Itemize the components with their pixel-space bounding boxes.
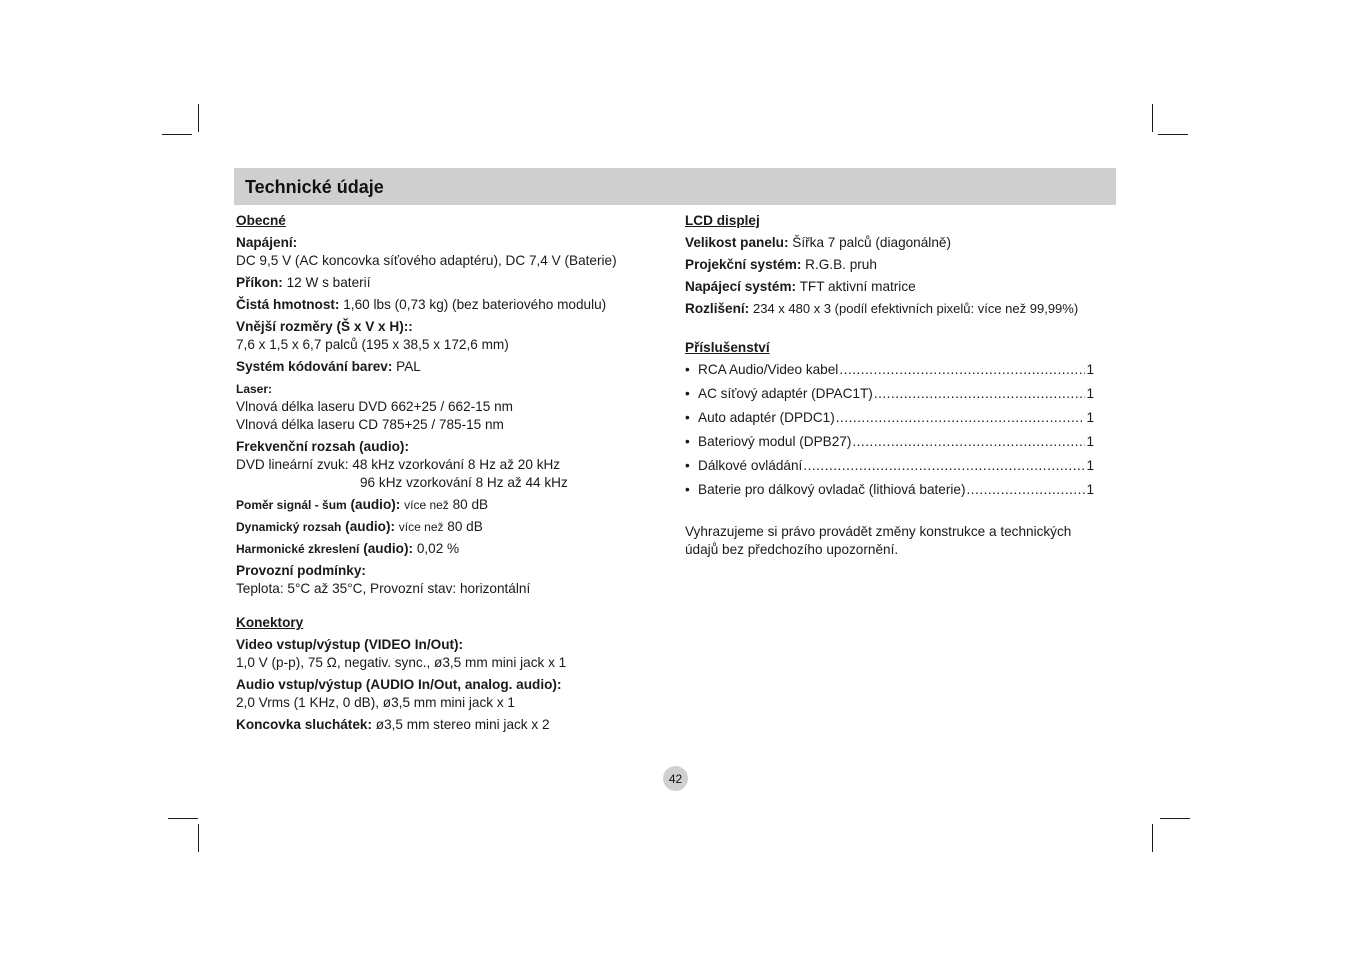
spec-label: Audio vstup/výstup (AUDIO In/Out, analog. audio): <box>236 677 562 692</box>
accessory-list <box>685 361 1117 499</box>
accessory-name: Auto adaptér (DPDC1) <box>698 410 835 425</box>
accessory-name: RCA Audio/Video kabel <box>698 362 839 377</box>
page-title: Technické údaje <box>245 177 384 197</box>
spec-label: Velikost panelu: <box>685 235 789 250</box>
spec-value-prefix: více než <box>398 520 444 534</box>
spec-label: Video vstup/výstup (VIDEO In/Out): <box>236 637 464 652</box>
spec-thd <box>236 540 676 558</box>
spec-value: 7,6 x 1,5 x 6,7 palců (195 x 38,5 x 172,6 mm) <box>236 337 509 352</box>
dot-leader <box>852 433 1085 451</box>
accessory-name: Bateriový modul (DPB27) <box>698 434 852 449</box>
spec-value: 96 kHz vzorkování 8 Hz až 44 kHz <box>360 475 568 490</box>
spec-power <box>236 234 676 270</box>
spec-value-prefix: více než <box>404 498 449 512</box>
list-item <box>685 361 1094 379</box>
bullet-icon: • <box>685 386 690 401</box>
spec-value: ø3,5 mm stereo mini jack x 2 <box>375 717 550 732</box>
section-heading-general: Obecné <box>236 213 286 228</box>
accessory-qty: 1 <box>1086 482 1094 497</box>
page-number: 42 <box>663 766 688 791</box>
spec-value: Šířka 7 palců (diagonálně) <box>792 235 951 250</box>
accessory-name: Baterie pro dálkový ovladač (lithiová baterie) <box>698 482 966 497</box>
list-item <box>685 433 1094 451</box>
dot-leader <box>874 385 1086 403</box>
accessory-qty: 1 <box>1086 458 1094 473</box>
spec-label: Koncovka sluchátek: <box>236 717 372 732</box>
spec-value: 234 x 480 x 3 (podíl efektivních pixelů: více než 99,99%) <box>752 301 1079 316</box>
spec-label-suffix: (audio): <box>363 541 414 556</box>
dot-leader <box>836 409 1086 427</box>
right-column <box>685 212 1117 559</box>
dot-leader <box>839 361 1085 379</box>
spec-label: Čistá hmotnost: <box>236 297 340 312</box>
spec-label: Vnější rozměry (Š x V x H):: <box>236 319 413 334</box>
spec-label: Provozní podmínky: <box>236 563 366 578</box>
spec-value: DVD lineární zvuk: 48 kHz vzorkování 8 Hz až 20 kHz <box>236 457 561 472</box>
bullet-icon: • <box>685 434 690 449</box>
crop-mark <box>1158 134 1188 135</box>
spec-panel <box>685 234 1117 252</box>
spec-operating <box>236 562 676 598</box>
spec-label: Dynamický rozsah <box>236 520 342 534</box>
spec-label: Harmonické zkreslení <box>236 542 360 556</box>
spec-value: PAL <box>396 359 421 374</box>
crop-mark <box>162 134 192 135</box>
spec-value: R.G.B. pruh <box>805 257 877 272</box>
spec-value: Vlnová délka laseru CD 785+25 / 785-15 nm <box>236 417 504 432</box>
spec-label: Napájení: <box>236 235 298 250</box>
crop-mark <box>1152 824 1153 852</box>
section-header-bar <box>234 168 1116 205</box>
spec-weight <box>236 296 676 314</box>
spec-label: Příkon: <box>236 275 283 290</box>
spec-label: Frekvenční rozsah (audio): <box>236 439 409 454</box>
section-heading-accessories: Příslušenství <box>685 340 770 355</box>
section-heading-connectors: Konektory <box>236 615 304 630</box>
bullet-icon: • <box>685 482 690 497</box>
spec-color-system <box>236 358 676 376</box>
spec-label-suffix: (audio): <box>350 497 401 512</box>
spec-snr <box>236 496 676 514</box>
accessory-qty: 1 <box>1086 362 1094 377</box>
bullet-icon: • <box>685 362 690 377</box>
spec-label: Systém kódování barev: <box>236 359 393 374</box>
spec-label: Poměr signál - šum <box>236 498 347 512</box>
bullet-icon: • <box>685 410 690 425</box>
spec-value: 0,02 % <box>416 541 460 556</box>
spec-label-suffix: (audio): <box>345 519 396 534</box>
spec-value: 1,60 lbs (0,73 kg) (bez bateriového modulu) <box>343 297 607 312</box>
left-column <box>236 212 676 738</box>
spec-resolution <box>685 300 1117 318</box>
spec-label: Projekční systém: <box>685 257 802 272</box>
list-item <box>685 409 1094 427</box>
spec-laser <box>236 380 676 434</box>
crop-mark <box>1160 818 1190 819</box>
dot-leader <box>966 481 1085 499</box>
crop-mark <box>1152 104 1153 132</box>
dot-leader <box>803 457 1085 475</box>
spec-value: Vlnová délka laseru DVD 662+25 / 662-15 nm <box>236 399 513 414</box>
spec-value: 12 W s baterií <box>286 275 371 290</box>
accessory-qty: 1 <box>1086 434 1094 449</box>
spec-dynamic-range <box>236 518 676 536</box>
list-item <box>685 457 1094 475</box>
spec-frequency <box>236 438 676 492</box>
spec-headphone <box>236 716 676 734</box>
spec-consumption <box>236 274 676 292</box>
spec-projection <box>685 256 1117 274</box>
crop-mark <box>198 104 199 132</box>
spec-value: DC 9,5 V (AC koncovka síťového adaptéru), DC 7,4 V (Baterie) <box>236 253 617 268</box>
crop-mark <box>168 818 198 819</box>
spec-label: Rozlišení: <box>685 301 750 316</box>
list-item <box>685 481 1094 499</box>
accessory-qty: 1 <box>1086 410 1094 425</box>
accessory-name: AC síťový adaptér (DPAC1T) <box>698 386 873 401</box>
spec-dimensions <box>236 318 676 354</box>
disclaimer-note: Vyhrazujeme si právo provádět změny konstrukce a technických údajů bez předchozího upozornění. <box>685 524 1072 557</box>
spec-label: Napájecí systém: <box>685 279 797 294</box>
crop-mark <box>198 824 199 852</box>
spec-value: 2,0 Vrms (1 KHz, 0 dB), ø3,5 mm mini jack x 1 <box>236 695 515 710</box>
spec-value: 1,0 V (p-p), 75 Ω, negativ. sync., ø3,5 mm mini jack x 1 <box>236 655 567 670</box>
spec-audio <box>236 676 676 712</box>
spec-value: TFT aktivní matrice <box>799 279 916 294</box>
spec-value: 80 dB <box>447 519 483 534</box>
list-item <box>685 385 1094 403</box>
spec-value: Teplota: 5°C až 35°C, Provozní stav: horizontální <box>236 581 531 596</box>
accessory-name: Dálkové ovládání <box>698 458 803 473</box>
spec-value: 80 dB <box>452 497 489 512</box>
spec-video <box>236 636 676 672</box>
spec-drive-system <box>685 278 1117 296</box>
spec-label: Laser: <box>236 382 273 396</box>
section-heading-lcd: LCD displej <box>685 213 760 228</box>
accessory-qty: 1 <box>1086 386 1094 401</box>
bullet-icon: • <box>685 458 690 473</box>
